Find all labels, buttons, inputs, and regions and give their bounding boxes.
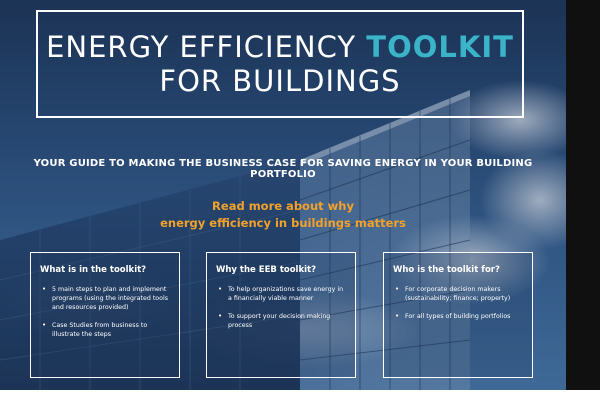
title-box [36, 10, 524, 118]
title-line-2: FOR BUILDINGS [159, 64, 401, 98]
list-item: • To help organizations save energy in a financially viable manner [216, 285, 346, 303]
list-item: • 5 main steps to plan and implement programs (using the integrated tools and resources provided) [40, 285, 170, 312]
list-item: • For corporate decision makers (sustainability; finance; property) [393, 285, 523, 303]
read-more-line-2[interactable]: energy efficiency in buildings matters [160, 216, 406, 230]
card-list [40, 285, 170, 339]
card-list [216, 285, 346, 330]
bottom-strip [0, 390, 600, 400]
right-edge-strip [566, 0, 600, 390]
read-more-line-1[interactable]: Read more about why [212, 199, 354, 213]
info-card-why [206, 252, 356, 378]
info-card-what [30, 252, 180, 378]
read-more-link[interactable] [0, 198, 566, 232]
list-item: • To support your decision making process [216, 312, 346, 330]
title-line-1 [46, 30, 514, 64]
card-list [393, 285, 523, 321]
info-card-who [383, 252, 533, 378]
list-item: • Case Studies from business to illustrate the steps [40, 321, 170, 339]
tagline: YOUR GUIDE TO MAKING THE BUSINESS CASE FOR SAVING ENERGY IN YOUR BUILDING PORTFOLIO [33, 158, 533, 180]
card-title: What is in the toolkit? [40, 265, 147, 275]
title-main: ENERGY EFFICIENCY [46, 30, 357, 64]
list-item: • For all types of building portfolios [393, 312, 523, 321]
card-title: Why the EEB toolkit? [216, 265, 317, 275]
card-title: Who is the toolkit for? [393, 265, 500, 275]
title-accent: TOOLKIT [366, 30, 514, 64]
